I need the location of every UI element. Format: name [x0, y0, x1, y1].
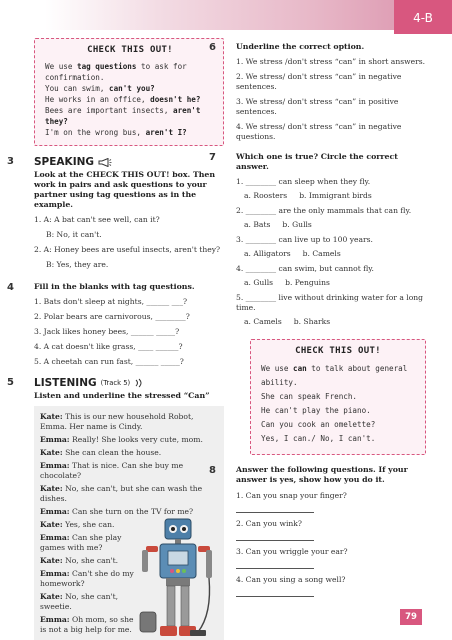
- audio-icon[interactable]: [134, 378, 144, 388]
- speaker-name: Kate:: [40, 484, 63, 493]
- section-number: 3: [7, 156, 14, 167]
- section-instruction: Fill in the blanks with tag questions.: [34, 282, 195, 291]
- left-column: [7, 38, 224, 640]
- question-item: [236, 519, 426, 541]
- example-answer: B: Yes, they are.: [46, 260, 109, 269]
- dialogue-text: No, she can't, but she can wash the dishes.: [40, 484, 203, 503]
- header-bar: [0, 0, 452, 36]
- option-item[interactable]: 3. We stress/ don't stress “can” in positive sentences.: [236, 97, 399, 116]
- option-b[interactable]: b. Sharks: [293, 317, 331, 326]
- line-text: We use: [45, 62, 78, 71]
- fill-blank-item[interactable]: 5. A cheetah can run fast, ______ _____?: [34, 357, 184, 366]
- speaker-name: Kate:: [40, 556, 63, 565]
- line-text: to talk about general ability.: [261, 364, 408, 387]
- check-box-line: [45, 83, 215, 94]
- line-text: Yes, I can./ No, I can't.: [261, 434, 376, 443]
- dialogue-line[interactable]: [40, 461, 220, 481]
- line-highlight: tag questions: [77, 62, 137, 71]
- question-item: [236, 264, 426, 288]
- speaker-name: Emma:: [40, 615, 70, 624]
- question-item: [236, 235, 426, 259]
- fill-blank-item[interactable]: 4. A cat doesn't like grass, ____ ______?: [34, 342, 183, 351]
- line-text: confirmation.: [45, 73, 105, 82]
- option-b[interactable]: b. Penguins: [285, 278, 330, 287]
- section-title: [34, 156, 224, 168]
- option-item[interactable]: 2. We stress/ don't stress “can” in negative sentences.: [236, 72, 402, 91]
- check-box-line: [261, 390, 415, 404]
- page-number: 79: [400, 609, 422, 625]
- option-item[interactable]: 1. We stress /don't stress “can” in short answers.: [236, 57, 426, 66]
- fill-blank-item[interactable]: 1. Bats don't sleep at nights, ______ ___?: [34, 297, 188, 306]
- section-number: 6: [209, 42, 216, 53]
- section-4: [7, 282, 224, 367]
- question-item: [236, 547, 426, 569]
- example-item: [34, 245, 224, 270]
- dialogue-text: This is our new household Robot, Emma. Her name is Cindy.: [40, 412, 194, 431]
- section-3: [7, 156, 224, 270]
- question-text: 5. ________ live without drinking water for a long time.: [236, 293, 424, 312]
- answer-line[interactable]: [236, 529, 314, 541]
- question-item: [236, 575, 426, 597]
- check-this-out-box-tags: [34, 38, 224, 146]
- track-label: (Track 5): [100, 379, 131, 387]
- option-b[interactable]: b. Immigrant birds: [299, 191, 372, 200]
- dialogue-text: No, she can't, sweetie.: [40, 592, 119, 611]
- check-box-title: CHECK THIS OUT!: [295, 346, 381, 356]
- line-text: Can you cook an omelette?: [261, 420, 376, 429]
- speaker-name: Emma:: [40, 569, 70, 578]
- section-instruction: Listen and underline the stressed “Can”: [34, 391, 210, 400]
- section-7: [209, 152, 426, 327]
- check-box-line: [45, 94, 215, 105]
- dialogue-text: Oh mom, so she is not a big help for me.: [40, 615, 134, 634]
- speaker-name: Emma:: [40, 507, 70, 516]
- answer-options: [236, 249, 426, 259]
- answer-line[interactable]: [236, 585, 314, 597]
- listening-label: LISTENING: [34, 377, 97, 389]
- dialogue-text: Can't she do my homework?: [40, 569, 134, 588]
- section-instruction: Underline the correct option.: [236, 42, 365, 51]
- answer-line[interactable]: [236, 501, 314, 513]
- line-text: Bees are important insects,: [45, 106, 174, 115]
- check-box-line: [261, 362, 415, 390]
- section-number: 8: [209, 465, 216, 476]
- question-item: [236, 206, 426, 230]
- check-box-line: [261, 432, 415, 446]
- megaphone-icon: [98, 158, 112, 167]
- check-box-line: [45, 72, 215, 83]
- dialogue-text: No, she can't.: [62, 556, 119, 565]
- dialogue-text: Really! She looks very cute, mom.: [69, 435, 203, 444]
- section-instruction: Answer the following questions. If your answer is yes, show how you do it.: [236, 465, 408, 484]
- line-text: He works in an office,: [45, 95, 151, 104]
- question-item: [236, 177, 426, 201]
- question-text: 2. ________ are the only mammals that can fly.: [236, 206, 412, 215]
- speaker-name: Kate:: [40, 412, 63, 421]
- dialogue-line[interactable]: [40, 435, 220, 445]
- dialogue-text: Can she play games with me?: [40, 533, 122, 552]
- speaker-name: Emma:: [40, 533, 70, 542]
- right-column: [209, 38, 426, 597]
- check-box-line: [45, 61, 215, 72]
- check-box-line: [45, 127, 215, 138]
- dialogue-line[interactable]: [40, 484, 220, 504]
- section-instruction: Which one is true? Circle the correct answer.: [236, 152, 398, 171]
- speaker-name: Kate:: [40, 448, 63, 457]
- line-highlight: can't you?: [109, 84, 155, 93]
- option-a[interactable]: a. Gulls: [244, 278, 274, 287]
- line-text: You can swim,: [45, 84, 110, 93]
- line-highlight: doesn't he?: [150, 95, 201, 104]
- speaker-name: Emma:: [40, 435, 70, 444]
- check-box-line: [261, 404, 415, 418]
- unit-tab: 4-B: [394, 0, 452, 34]
- option-a[interactable]: a. Roosters: [244, 191, 288, 200]
- question-text: 2. Can you wink?: [236, 519, 302, 528]
- answer-line[interactable]: [236, 557, 314, 569]
- section-6: [209, 42, 426, 142]
- example-question: 2. A: Honey bees are useful insects, aren't they?: [34, 245, 221, 254]
- option-b[interactable]: b. Gulls: [282, 220, 312, 229]
- question-text: 4. Can you sing a song well?: [236, 575, 346, 584]
- dialogue-line[interactable]: [40, 556, 140, 566]
- line-highlight: aren't they?: [45, 106, 201, 126]
- speaking-label: SPEAKING: [34, 156, 95, 168]
- option-a[interactable]: a. Alligators: [244, 249, 291, 258]
- example-item: [34, 215, 224, 240]
- question-text: 3. Can you wriggle your ear?: [236, 547, 348, 556]
- dialogue-line[interactable]: [40, 615, 140, 635]
- section-title: [34, 377, 224, 389]
- check-box-title: CHECK THIS OUT!: [87, 45, 173, 55]
- answer-options: [236, 220, 426, 230]
- question-text: 3. ________ can live up to 100 years.: [236, 235, 373, 244]
- option-b[interactable]: b. Camels: [302, 249, 341, 258]
- line-text: She can speak French.: [261, 392, 358, 401]
- section-number: 7: [209, 152, 216, 163]
- question-text: 1. Can you snap your finger?: [236, 491, 347, 500]
- question-item: [236, 491, 426, 513]
- dialogue-text: That is nice. Can she buy me chocolate?: [40, 461, 184, 480]
- dialogue-box: [34, 406, 224, 640]
- answer-options: [236, 278, 426, 288]
- example-question: 1. A: A bat can't see well, can it?: [34, 215, 160, 224]
- line-text: He can't play the piano.: [261, 406, 371, 415]
- fill-blank-item[interactable]: 2. Polar bears are carnivorous, ________?: [34, 312, 190, 321]
- section-number: 5: [7, 377, 14, 388]
- example-answer: B: No, it can't.: [46, 230, 102, 239]
- dialogue-line[interactable]: [40, 412, 220, 432]
- option-item[interactable]: 4. We stress/ don't stress “can” in negative questions.: [236, 122, 402, 141]
- answer-options: [236, 317, 426, 327]
- line-highlight: can: [293, 364, 307, 373]
- check-this-out-box-can: [250, 339, 426, 455]
- line-text: to ask for: [136, 62, 187, 71]
- section-5: [7, 377, 224, 640]
- speaker-name: Emma:: [40, 461, 70, 470]
- check-box-line: [45, 105, 215, 127]
- check-box-line: [261, 418, 415, 432]
- section-instruction: Look at the CHECK THIS OUT! box. Then work in pairs and ask questions to your partner using tag questions as in the example.: [34, 170, 216, 209]
- speaker-name: Kate:: [40, 592, 63, 601]
- line-highlight: aren't I?: [145, 128, 187, 137]
- option-a[interactable]: a. Bats: [244, 220, 271, 229]
- section-8: [209, 465, 426, 597]
- line-text: We use: [261, 364, 294, 373]
- option-a[interactable]: a. Camels: [244, 317, 282, 326]
- fill-blank-item[interactable]: 3. Jack likes honey bees, ______ _____?: [34, 327, 180, 336]
- answer-options: [236, 191, 426, 201]
- speaker-name: Kate:: [40, 520, 63, 529]
- dialogue-line[interactable]: [40, 533, 140, 553]
- dialogue-line[interactable]: [40, 592, 140, 612]
- question-text: 1. ________ can sleep when they fly.: [236, 177, 371, 186]
- header-stripe: [0, 0, 452, 30]
- dialogue-text: Can she turn on the TV for me?: [69, 507, 194, 516]
- dialogue-line[interactable]: [40, 569, 140, 589]
- dialogue-line[interactable]: [40, 448, 220, 458]
- dialogue-text: Yes, she can.: [62, 520, 115, 529]
- line-text: I'm on the wrong bus,: [45, 128, 146, 137]
- question-item: [236, 293, 426, 327]
- robot-illustration: [138, 514, 218, 640]
- section-number: 4: [7, 282, 14, 293]
- dialogue-text: She can clean the house.: [62, 448, 162, 457]
- question-text: 4. ________ can swim, but cannot fly.: [236, 264, 374, 273]
